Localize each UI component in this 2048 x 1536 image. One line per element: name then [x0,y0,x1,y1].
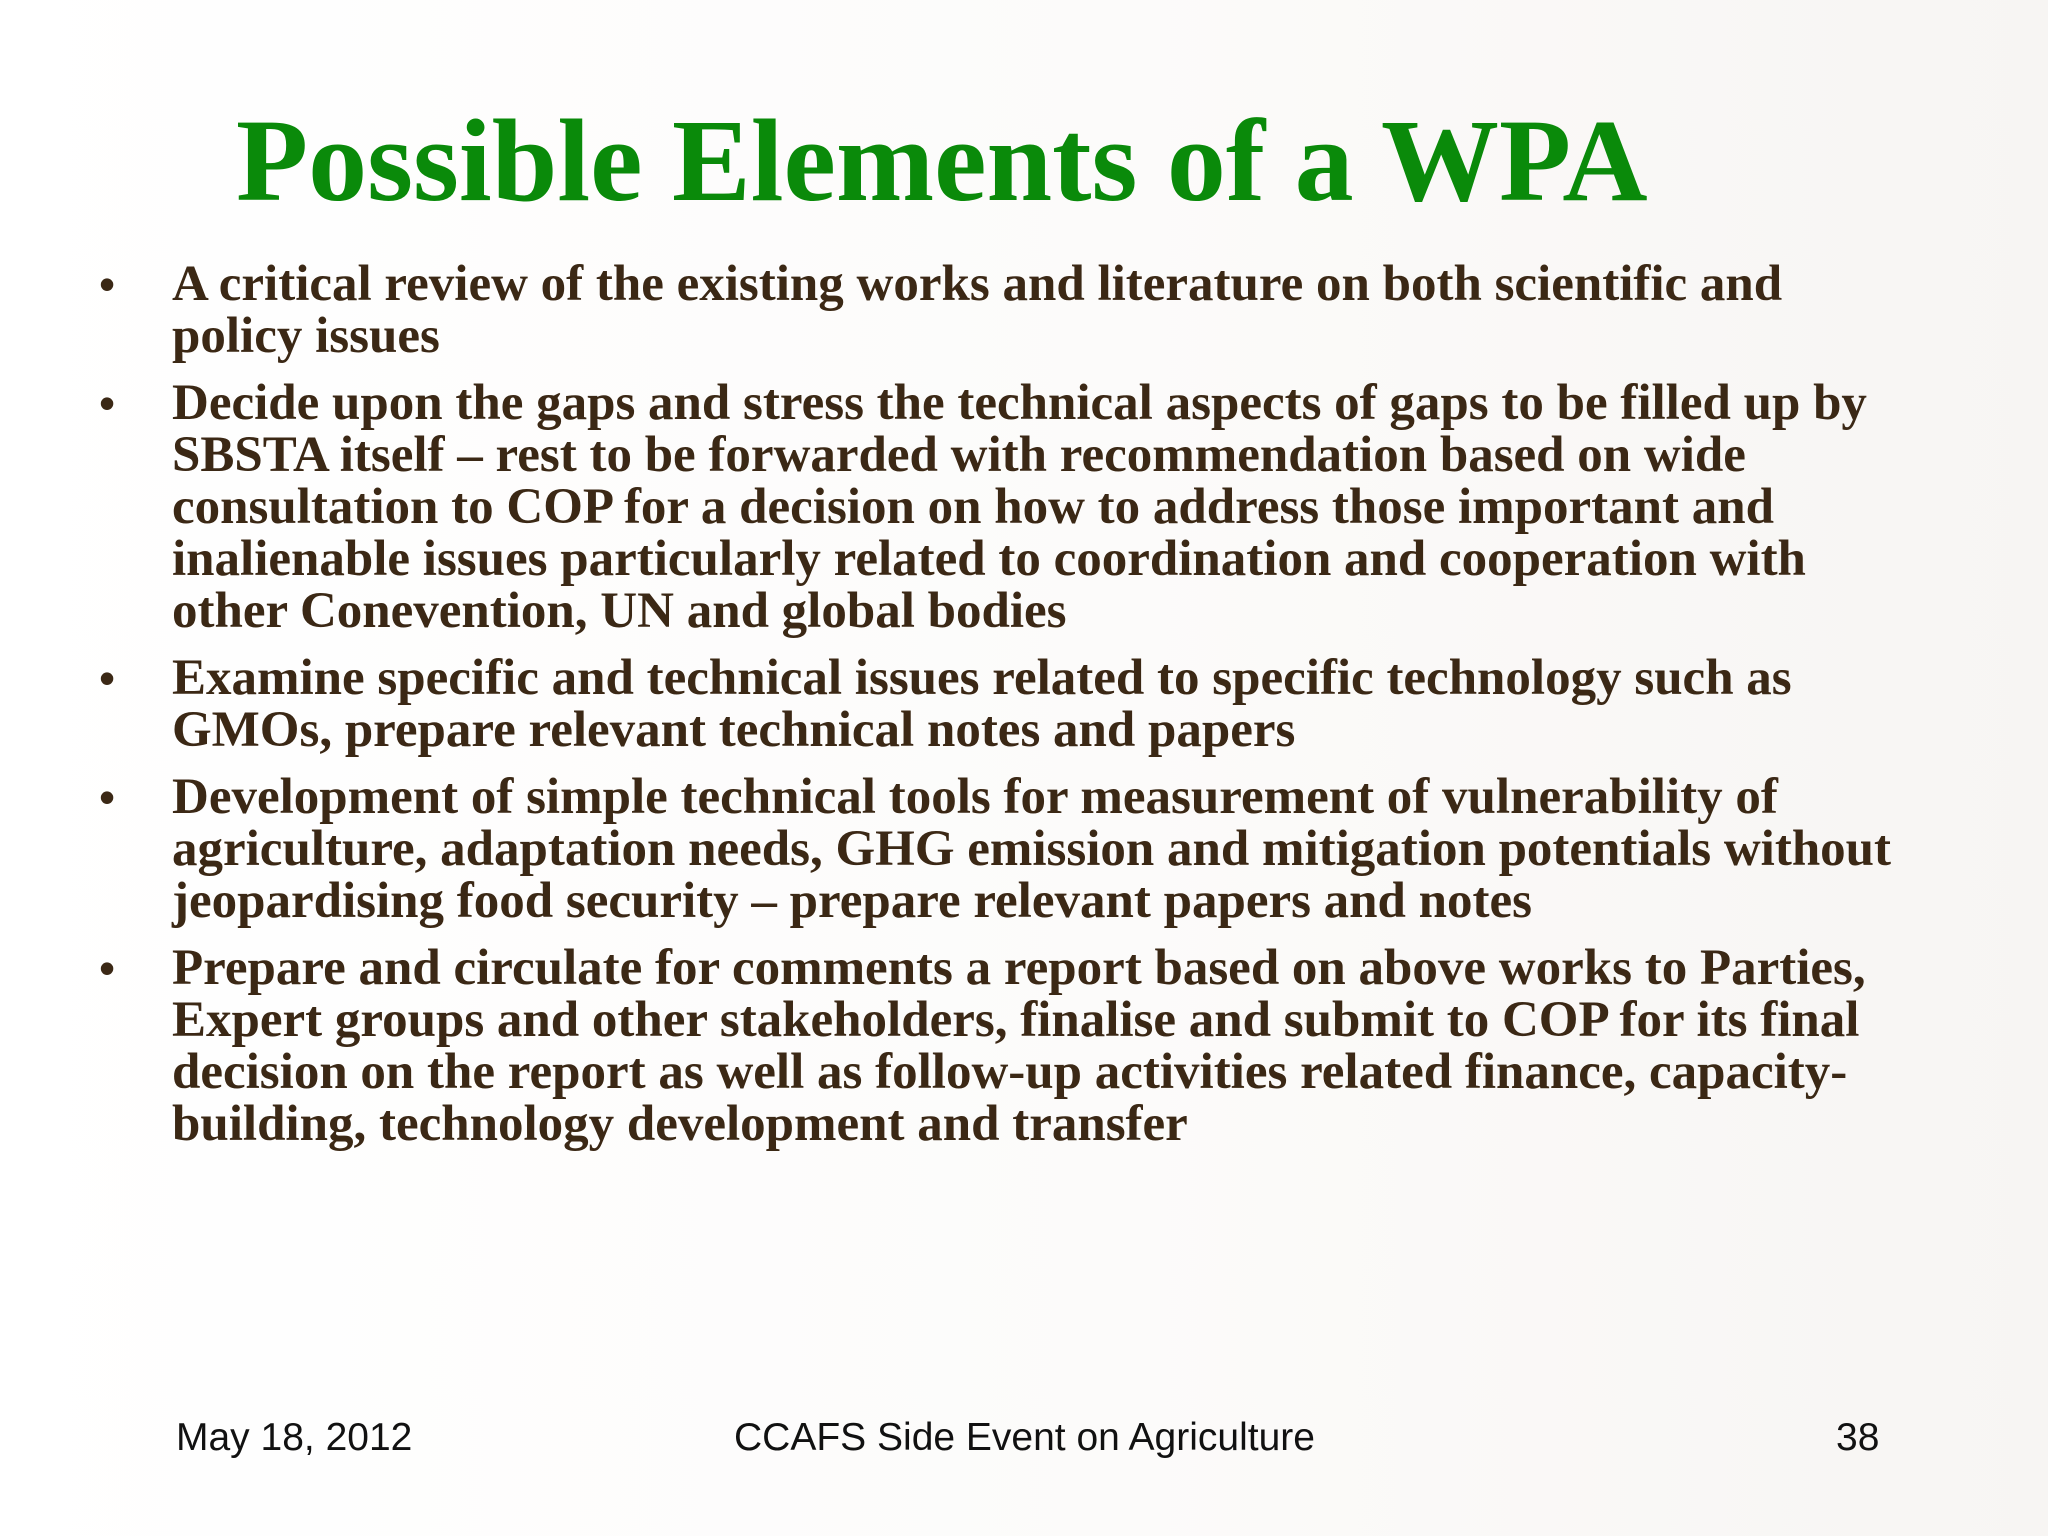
page-number: 38 [1836,1416,1880,1459]
bullet-text: A critical review of the existing works and literature on both scientific and policy issues [172,256,1783,364]
bullet-text: Decide upon the gaps and stress the technical aspects of gaps to be filled up by SBSTA itself – rest to be forwarded with recommendation based on wide consultation to COP for a decision on how to address those important and inalienable issues particularly related to coordination and cooperation with other Conevention, UN and global bodies [172,375,1867,639]
bullet-list [92,258,1922,1165]
bullet-dot-icon: • [98,258,116,310]
bullet-item [92,942,1922,1150]
bullet-dot-icon: • [98,942,116,994]
bullet-dot-icon: • [98,652,116,704]
bullet-text: Prepare and circulate for comments a report based on above works to Parties, Expert groups and other stakeholders, finalise and submit to COP for its final decision on the report as well as follow-up activities related finance, capacity-building, technology development and transfer [172,940,1866,1152]
bullet-dot-icon: • [98,771,116,823]
bullet-text: Development of simple technical tools for measurement of vulnerability of agriculture, adaptation needs, GHG emission and mitigation potentials without jeopardising food security – prepare relevant papers and notes [172,769,1892,929]
bullet-dot-icon: • [98,377,116,429]
footer-date: May 18, 2012 [176,1416,413,1459]
footer-event-name: CCAFS Side Event on Agriculture [734,1416,1315,1459]
slide-title: Possible Elements of a WPA [236,95,1648,226]
bullet-item [92,377,1922,637]
bullet-item [92,652,1922,756]
bullet-item [92,258,1922,362]
bullet-item [92,771,1922,927]
bullet-text: Examine specific and technical issues related to specific technology such as GMOs, prepare relevant technical notes and papers [172,650,1792,758]
